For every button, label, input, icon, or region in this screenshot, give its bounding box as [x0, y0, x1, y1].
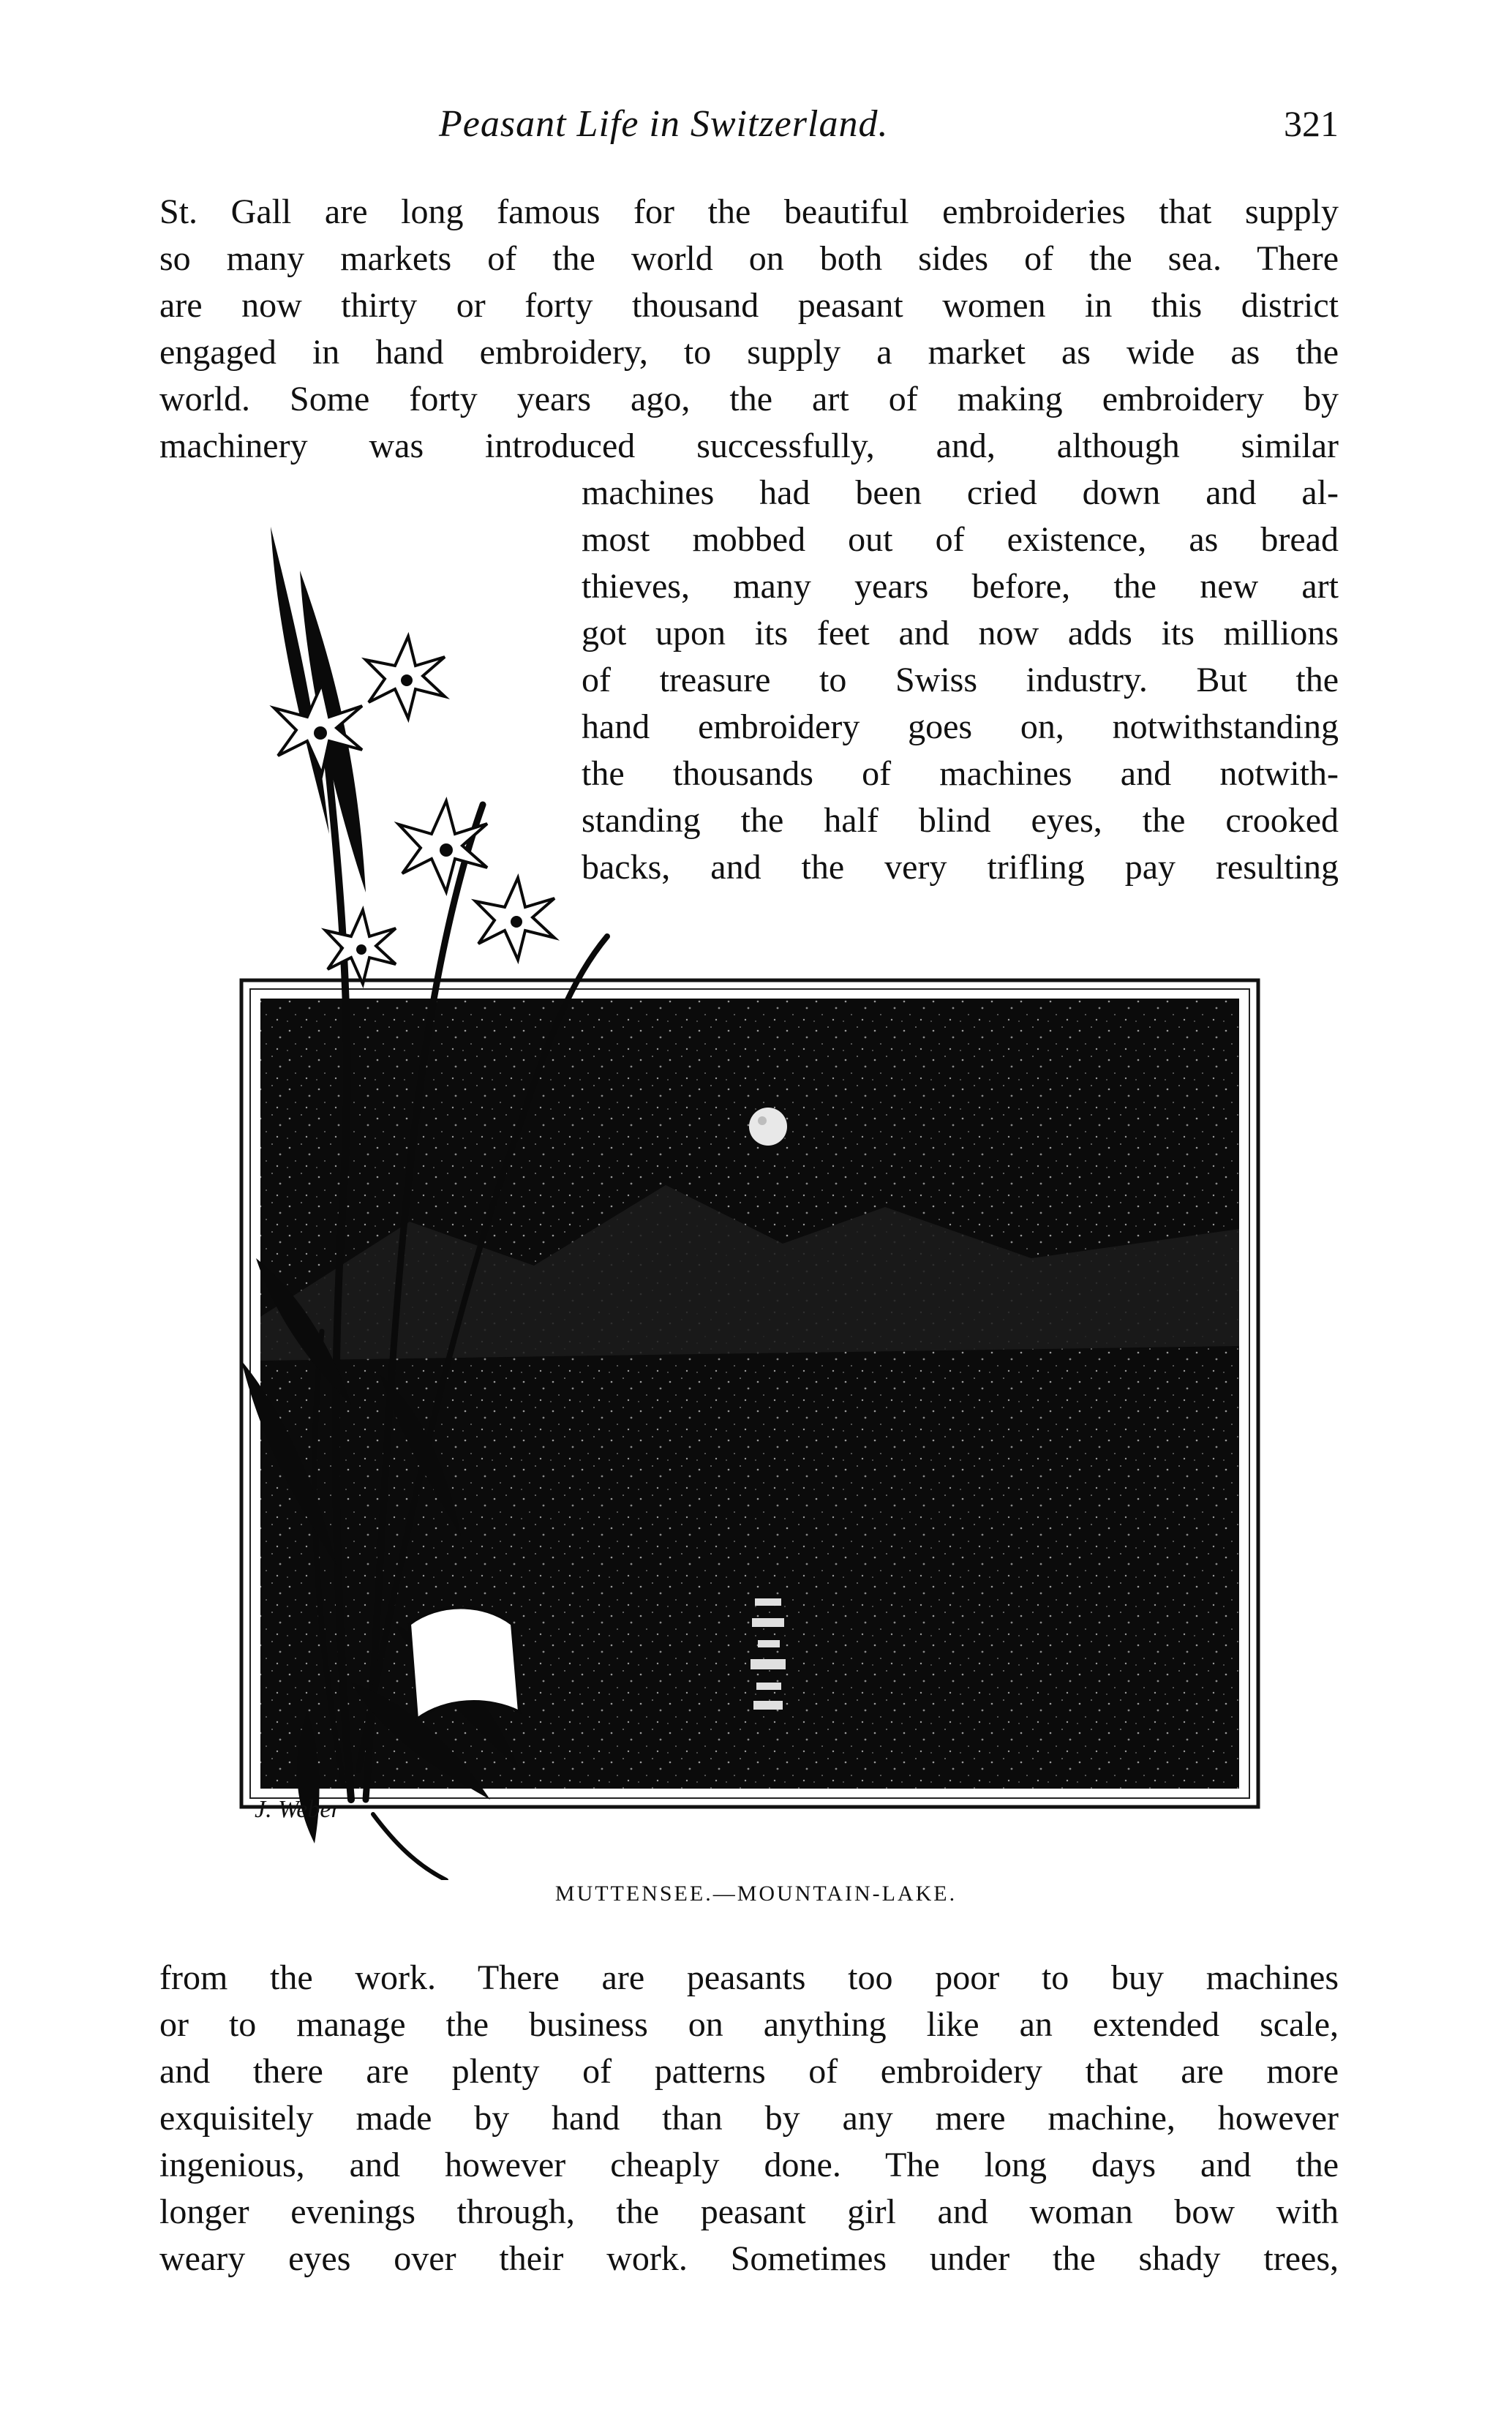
body-line: or to manage the business on anything like an extended scale,: [159, 2005, 1339, 2044]
body-line: thieves, many years before, the new art: [582, 567, 1339, 606]
edelweiss-lake-illustration: [227, 527, 1280, 1880]
body-line: weary eyes over their work. Sometimes under the shady trees,: [159, 2239, 1339, 2278]
body-line: machinery was introduced successfully, and, although similar: [159, 426, 1339, 465]
artist-signature: J. Weber: [255, 1796, 341, 1823]
illustration-caption: MUTTENSEE.—MOUNTAIN-LAKE.: [554, 1882, 958, 1906]
body-line: the thousands of machines and notwith-: [582, 754, 1339, 793]
night-scene: [260, 999, 1239, 1789]
body-line: are now thirty or forty thousand peasant women in this district: [159, 286, 1339, 325]
body-line: from the work. There are peasants too poor to buy machines: [159, 1958, 1339, 1997]
body-line: of treasure to Swiss industry. But the: [582, 661, 1339, 699]
running-head: [161, 102, 1339, 161]
moon-icon: [749, 1108, 787, 1146]
scroll-ornament: [410, 1608, 519, 1720]
body-line: so many markets of the world on both sides of the sea. There: [159, 239, 1339, 278]
body-line: backs, and the very trifling pay resulting: [582, 848, 1339, 887]
body-line: most mobbed out of existence, as bread: [582, 520, 1339, 559]
body-line: ingenious, and however cheaply done. The long days and the: [159, 2146, 1339, 2184]
body-line: St. Gall are long famous for the beautiful embroideries that supply: [159, 192, 1339, 231]
body-line: hand embroidery goes on, notwithstanding: [582, 707, 1339, 746]
body-line: standing the half blind eyes, the crooked: [582, 801, 1339, 840]
body-line: exquisitely made by hand than by any mere machine, however: [159, 2099, 1339, 2138]
body-line: machines had been cried down and al-: [582, 473, 1339, 512]
body-line: got upon its feet and now adds its millions: [582, 614, 1339, 653]
body-line: engaged in hand embroidery, to supply a market as wide as the: [159, 333, 1339, 372]
body-line: and there are plenty of patterns of embroidery that are more: [159, 2052, 1339, 2091]
body-line: world. Some forty years ago, the art of making embroidery by: [159, 380, 1339, 418]
body-line: longer evenings through, the peasant girl and woman bow with: [159, 2192, 1339, 2231]
page-number: 321: [1284, 103, 1339, 144]
running-title: Peasant Life in Switzerland.: [439, 103, 889, 145]
